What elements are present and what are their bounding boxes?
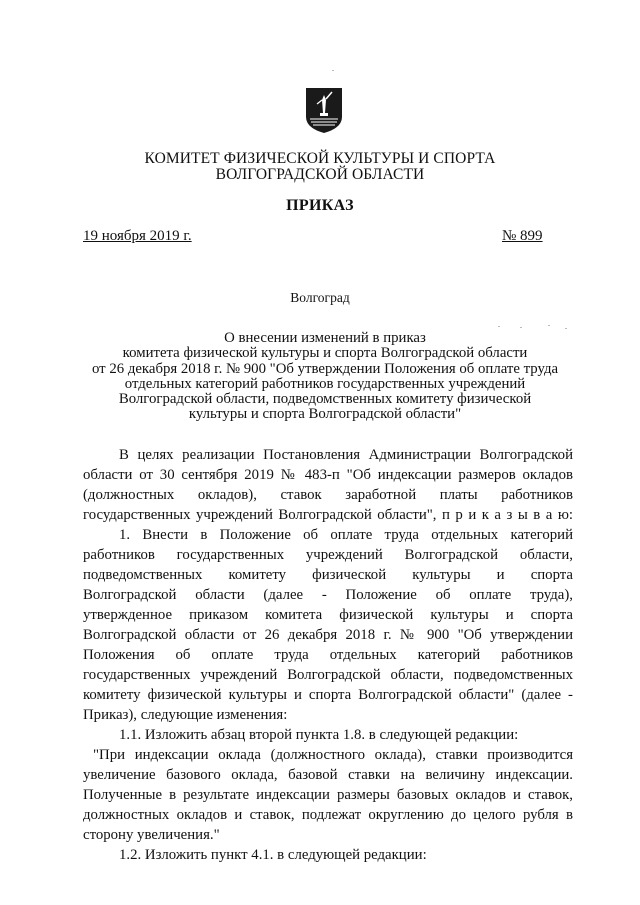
city-name: Волгоград	[290, 290, 350, 305]
body-line: "При индексации оклада (должностного оклада), ставки производится	[93, 747, 573, 763]
body-line: комитету физической культуры и спорта Волгоградской области" (далее -	[83, 687, 573, 703]
order-body	[83, 445, 573, 865]
body-line: сторону увеличения."	[83, 827, 220, 843]
scan-speck	[498, 326, 500, 327]
body-line: Приказ), следующие изменения:	[83, 707, 288, 723]
body-line: должностных окладов и ставок, подлежат округлению до целого рубля в	[83, 807, 573, 823]
subject-line: О внесении изменений в приказ	[224, 330, 426, 346]
order-subject	[60, 331, 590, 423]
body-line: увеличение базового оклада, базовой ставки на величину индексации.	[83, 767, 573, 783]
body-line: работников государственных учреждений Волгоградской области,	[83, 547, 573, 563]
order-date: 19 ноября 2019 г.	[83, 228, 192, 244]
scan-speck	[565, 328, 567, 329]
subject-line: культуры и спорта Волгоградской области"	[188, 406, 462, 423]
body-line: 1. Внести в Положение об оплате труда отдельных категорий	[119, 527, 573, 543]
volgograd-coat-of-arms-icon	[305, 87, 343, 134]
body-line: Полученные в результате индексации размеры базовых окладов и ставок,	[83, 787, 573, 803]
body-line: 1.2. Изложить пункт 4.1. в следующей редакции:	[119, 847, 427, 863]
body-line: подведомственных комитету физической культуры и спорта	[83, 567, 573, 583]
document-type-title: ПРИКАЗ	[286, 197, 354, 214]
body-line: государственных учреждений Волгоградской области, подведомственных	[83, 667, 573, 683]
subject-line: комитета физической культуры и спорта Волгоградской области	[122, 345, 528, 362]
subject-line: отдельных категорий работников государственных учреждений	[124, 375, 526, 392]
body-line: (должностных окладов), ставок заработной платы работников	[83, 487, 573, 503]
scan-speck	[548, 325, 550, 326]
body-line: В целях реализации Постановления Администрации Волгоградской	[119, 447, 573, 463]
organization-name-line-2: ВОЛГОГРАДСКОЙ ОБЛАСТИ	[215, 166, 425, 183]
body-line: Волгоградской области (далее - Положение об оплате труда),	[83, 587, 573, 603]
body-line: Положения об оплате труда отдельных категорий работников	[83, 647, 573, 663]
body-line: утвержденное приказом комитета физической культуры и спорта	[83, 607, 573, 623]
body-line: Волгоградской области от 26 декабря 2018 г. № 900 "Об утверждении	[83, 627, 573, 643]
order-number: № 899	[502, 228, 543, 244]
subject-line: от 26 декабря 2018 г. № 900 "Об утверждении Положения об оплате труда	[91, 360, 559, 377]
body-line: области от 30 сентября 2019 № 483-п "Об индексации размеров окладов	[83, 467, 573, 483]
subject-line: Волгоградской области, подведомственных комитету физической	[118, 391, 532, 408]
body-line: 1.1. Изложить абзац второй пункта 1.8. в следующей редакции:	[119, 727, 519, 743]
scan-speck	[332, 70, 334, 71]
organization-name-line-1: КОМИТЕТ ФИЗИЧЕСКОЙ КУЛЬТУРЫ И СПОРТА	[144, 150, 496, 167]
body-line: государственных учреждений Волгоградской области", п р и к а з ы в а ю:	[83, 507, 573, 523]
scan-speck	[520, 327, 522, 328]
